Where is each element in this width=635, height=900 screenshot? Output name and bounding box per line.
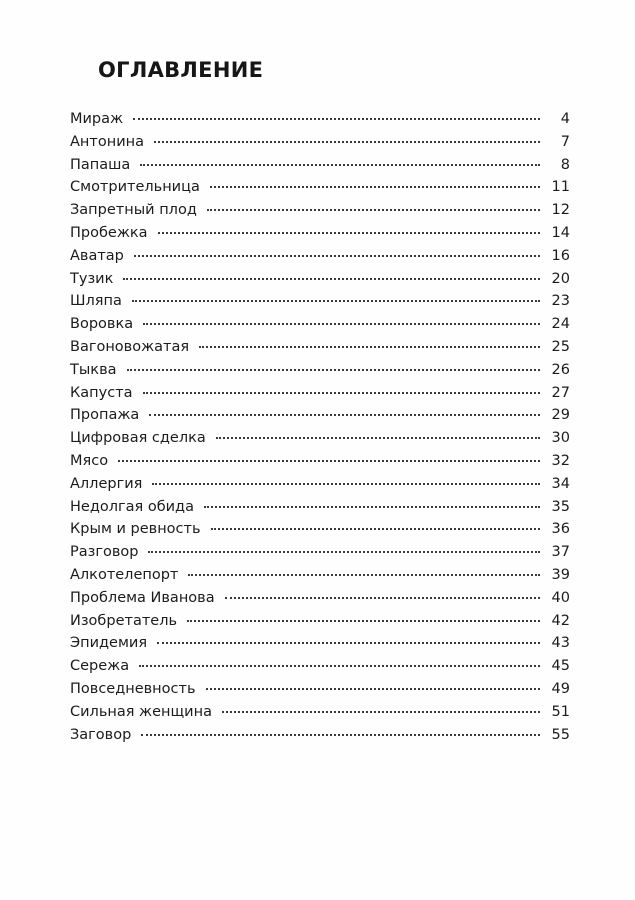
toc-entry-title: Сильная женщина (70, 703, 212, 720)
toc-entry (70, 313, 570, 336)
toc-entry-title: Мясо (70, 452, 109, 469)
toc-entry-page-number: 29 (551, 407, 570, 424)
toc-entry (70, 655, 570, 678)
toc-entry-page-number: 4 (560, 111, 570, 127)
dot-leader (211, 528, 540, 530)
toc-entry (70, 290, 570, 313)
dot-leader (134, 255, 540, 257)
toc-entry-title: Тыква (70, 361, 117, 378)
toc-entry (70, 541, 570, 564)
toc-entry-title: Изобретатель (70, 612, 178, 629)
dot-leader (187, 620, 540, 622)
dot-leader (207, 209, 540, 211)
dot-leader (139, 665, 539, 667)
toc-entry (70, 678, 570, 701)
toc-entry-page-number: 8 (560, 156, 570, 173)
toc-entry-page-number: 23 (551, 293, 570, 310)
toc-entry-title: Тузик (70, 270, 114, 287)
toc-entry (70, 359, 570, 382)
toc-entry-page-number: 7 (560, 133, 570, 150)
dot-leader (216, 437, 540, 439)
toc-entry-page-number: 25 (551, 338, 570, 355)
toc-entry-page-number: 55 (551, 726, 570, 743)
toc-entry-title: Крым и ревность (70, 521, 201, 538)
toc-entry-title: Повседневность (70, 680, 196, 697)
toc-entry-title: Проблема Иванова (70, 589, 215, 606)
toc-entry (70, 450, 570, 473)
dot-leader (118, 460, 539, 462)
toc-entry (70, 336, 570, 359)
toc-entry-page-number: 12 (551, 202, 570, 219)
dot-leader (140, 164, 540, 166)
dot-leader (141, 734, 539, 736)
page-title: ОГЛАВЛЕНИЕ (98, 58, 264, 82)
toc-entry-page-number: 26 (551, 361, 570, 378)
toc-entry (70, 222, 570, 245)
dot-leader (199, 346, 539, 348)
toc-entry-title: Разговор (70, 544, 139, 561)
toc-entry-page-number: 42 (551, 612, 570, 629)
toc-entry-title: Смотрительница (70, 179, 200, 196)
toc-entry-page-number: 30 (551, 430, 570, 447)
toc-entry-title: Запретный плод (70, 202, 197, 219)
toc-entry (70, 268, 570, 291)
toc-entry-page-number: 27 (551, 384, 570, 401)
toc-entry (70, 199, 570, 222)
toc-entry-page-number: 40 (551, 589, 570, 606)
toc-entry (70, 518, 570, 541)
dot-leader (149, 414, 539, 416)
dot-leader (143, 323, 539, 325)
dot-leader (225, 597, 540, 599)
toc-entry (70, 245, 570, 268)
toc-entry-page-number: 36 (551, 521, 570, 538)
dot-leader (154, 141, 540, 143)
dot-leader (210, 186, 540, 188)
dot-leader (222, 711, 540, 713)
toc-entry-page-number: 14 (551, 224, 570, 241)
dot-leader (158, 232, 540, 234)
toc-entry (70, 404, 570, 427)
toc-entry-title: Мираж (70, 111, 124, 127)
toc-entry (70, 176, 570, 199)
toc-entry-page-number: 43 (551, 635, 570, 652)
toc-entry (70, 131, 570, 154)
dot-leader (204, 506, 540, 508)
toc-entry-title: Сережа (70, 658, 130, 675)
toc-entry-page-number: 49 (551, 680, 570, 697)
toc-entry-page-number: 37 (551, 544, 570, 561)
dot-leader (152, 483, 539, 485)
toc-entry (70, 473, 570, 496)
dot-leader (143, 392, 540, 394)
toc-entry-title: Эпидемия (70, 635, 148, 652)
toc-entry-title: Капуста (70, 384, 133, 401)
toc-entry (70, 496, 570, 519)
dot-leader (133, 118, 540, 120)
dot-leader (206, 688, 540, 690)
toc-entry (70, 701, 570, 724)
table-of-contents (70, 108, 570, 746)
toc-entry (70, 587, 570, 610)
toc-entry-title: Пропажа (70, 407, 140, 424)
toc-entry-title: Аллергия (70, 475, 143, 492)
dot-leader (188, 574, 539, 576)
toc-entry-page-number: 45 (551, 658, 570, 675)
toc-entry-title: Пробежка (70, 224, 148, 241)
toc-entry-page-number: 51 (551, 703, 570, 720)
dot-leader (123, 278, 539, 280)
toc-entry-title: Заговор (70, 726, 132, 743)
toc-entry-title: Цифровая сделка (70, 430, 206, 447)
toc-entry-title: Аватар (70, 247, 124, 264)
toc-entry (70, 564, 570, 587)
toc-entry-title: Воровка (70, 316, 134, 333)
toc-entry-page-number: 20 (551, 270, 570, 287)
toc-entry-page-number: 39 (551, 566, 570, 583)
toc-entry (70, 427, 570, 450)
dot-leader (148, 551, 539, 553)
toc-entry (70, 610, 570, 633)
dot-leader (157, 642, 539, 644)
dot-leader (132, 300, 540, 302)
toc-entry (70, 632, 570, 655)
toc-entry-page-number: 11 (551, 179, 570, 196)
toc-entry-title: Папаша (70, 156, 131, 173)
toc-entry-title: Шляпа (70, 293, 122, 310)
toc-entry-title: Антонина (70, 133, 144, 150)
toc-entry (70, 724, 570, 747)
toc-entry-page-number: 35 (551, 498, 570, 515)
toc-entry-page-number: 34 (551, 475, 570, 492)
toc-entry (70, 108, 570, 131)
toc-entry-page-number: 16 (551, 247, 570, 264)
toc-entry (70, 382, 570, 405)
dot-leader (127, 369, 540, 371)
toc-entry-page-number: 32 (551, 452, 570, 469)
toc-entry-page-number: 24 (551, 316, 570, 333)
toc-entry-title: Вагоновожатая (70, 338, 190, 355)
toc-entry-title: Алкотелепорт (70, 566, 179, 583)
toc-entry (70, 154, 570, 177)
toc-entry-title: Недолгая обида (70, 498, 194, 515)
